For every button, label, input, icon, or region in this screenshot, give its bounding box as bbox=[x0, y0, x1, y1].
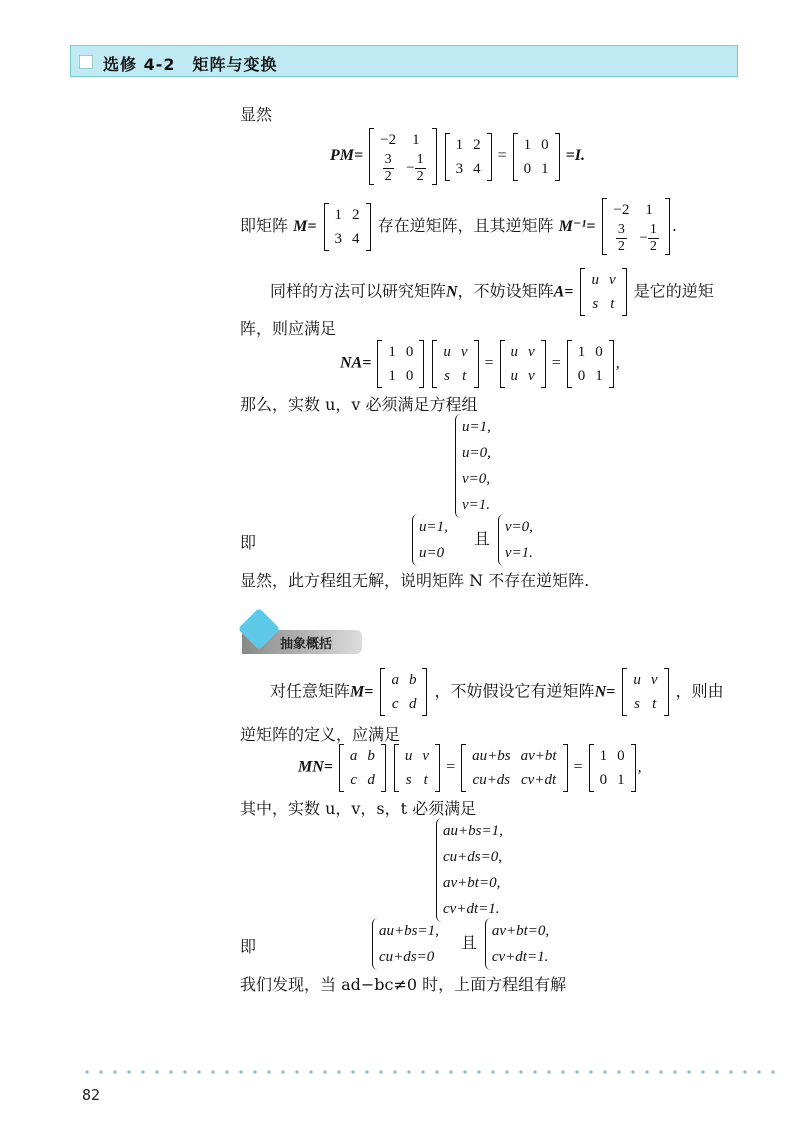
matrix-cell: 1 bbox=[617, 772, 625, 788]
text: M⁻¹= bbox=[558, 218, 596, 235]
matrix-cell: u bbox=[510, 368, 519, 384]
matrix-cell: t bbox=[652, 696, 657, 712]
header-square-icon bbox=[79, 55, 93, 69]
system bbox=[372, 918, 439, 970]
text: M= bbox=[293, 218, 317, 235]
matrix-cell: 1 bbox=[388, 344, 396, 360]
matrix-cell: u bbox=[591, 272, 599, 288]
text-ji: 即 bbox=[240, 533, 257, 552]
matrix-cell: s bbox=[592, 296, 599, 312]
system bbox=[455, 414, 491, 518]
matrix bbox=[445, 133, 492, 181]
matrix-cell: 1 bbox=[599, 748, 608, 764]
equation-lhs: MN= bbox=[298, 758, 333, 776]
text: ，不妨设矩阵 bbox=[457, 281, 554, 301]
system bbox=[436, 818, 503, 922]
matrix-cell: 1 bbox=[595, 368, 603, 384]
page-header bbox=[70, 45, 738, 77]
system-equation: cv+dt=1. bbox=[491, 949, 549, 965]
system-equation: cu+ds=0 bbox=[379, 949, 435, 965]
matrix-cell: s bbox=[405, 772, 412, 788]
matrix-cell: t bbox=[462, 368, 467, 384]
matrix-cell: 3 bbox=[455, 160, 464, 177]
text-line bbox=[270, 668, 724, 716]
matrix-cell: 3 bbox=[334, 230, 343, 247]
text-line: 阵，则应满足 bbox=[240, 319, 337, 338]
matrix-cell: 1 bbox=[523, 136, 532, 153]
matrix-cell: v bbox=[460, 344, 468, 360]
badge-label: 抽象概括 bbox=[280, 637, 333, 652]
matrix-cell: 0 bbox=[577, 368, 586, 384]
matrix-cell: 1 bbox=[541, 160, 549, 177]
matrix-cell: v bbox=[528, 368, 535, 384]
system bbox=[412, 514, 448, 566]
matrix-cell: 4 bbox=[473, 160, 481, 177]
matrix bbox=[622, 668, 668, 716]
matrix bbox=[369, 128, 436, 185]
matrix-cell: d bbox=[408, 696, 417, 712]
footer-dotted-rule bbox=[80, 1070, 780, 1074]
matrix-cell: 4 bbox=[352, 230, 360, 247]
system-equation: u=1, bbox=[462, 419, 491, 435]
text: ，则由 bbox=[675, 681, 724, 701]
matrix-cell: −2 bbox=[380, 132, 397, 148]
system-equation: u=0 bbox=[419, 545, 445, 561]
text-line-inverse: 即矩阵 M= 1 2 3 4 存在逆矩阵，且其逆矩阵 M⁻¹= −2 1 $\frac{3}{2}$ − $\frac{1}{2}$ . bbox=[240, 198, 677, 255]
matrix-cell: v bbox=[608, 272, 616, 288]
matrix-cell: d bbox=[367, 772, 375, 788]
equation-lhs: NA= bbox=[340, 354, 372, 372]
page-number: 82 bbox=[82, 1086, 101, 1104]
text-line: 显然 bbox=[240, 105, 273, 124]
matrix bbox=[589, 744, 636, 792]
equation-system bbox=[436, 818, 503, 922]
equation-system bbox=[455, 414, 491, 518]
system-equation: av+bt=0, bbox=[443, 875, 501, 891]
matrix-cell: s bbox=[444, 368, 451, 384]
equation-system bbox=[412, 514, 533, 566]
text: 即矩阵 bbox=[240, 216, 289, 235]
matrix-cell: 0 bbox=[595, 344, 603, 360]
system-equation: v=0, bbox=[504, 519, 533, 535]
text-ji: 即 bbox=[240, 937, 257, 956]
system-equation: u=1, bbox=[419, 519, 448, 535]
matrix-cell: 1 bbox=[645, 202, 653, 218]
matrix bbox=[580, 268, 626, 316]
matrix bbox=[500, 340, 546, 388]
matrix-cell: 1 bbox=[334, 206, 343, 223]
text-qie: 且 bbox=[460, 932, 477, 952]
matrix bbox=[602, 198, 669, 255]
text: ，不妨假设它有逆矩阵 bbox=[434, 681, 595, 701]
text: N= bbox=[594, 683, 616, 701]
matrix-cell: u bbox=[443, 344, 451, 360]
matrix bbox=[394, 744, 440, 792]
matrix-cell: 1 bbox=[412, 132, 420, 148]
matrix-cell: au+bs bbox=[472, 748, 511, 764]
matrix-cell: a bbox=[349, 748, 358, 764]
matrix bbox=[339, 744, 386, 792]
system-equation: v=0, bbox=[462, 471, 491, 487]
equation-rhs: =I. bbox=[565, 147, 585, 165]
matrix-cell: 0 bbox=[599, 772, 608, 788]
matrix-cell: s bbox=[634, 696, 640, 712]
matrix-cell: − $\frac{1}{2}$ bbox=[639, 222, 657, 254]
matrix-cell: cu+ds bbox=[472, 772, 511, 788]
text-qie: 且 bbox=[473, 528, 490, 548]
text-line: 逆矩阵的定义，应满足 bbox=[240, 725, 401, 744]
system-equation: au+bs=1, bbox=[443, 823, 503, 839]
system-equation: av+bt=0, bbox=[491, 923, 550, 939]
text-line: 我们发现，当 ad−bc≠0 时，上面方程组有解 bbox=[240, 975, 567, 994]
system-equation: cv+dt=1. bbox=[443, 901, 500, 917]
matrix-cell: b bbox=[367, 748, 375, 764]
equation-na: NA= 1 0 1 0 u v s t = u v u v = 1 0 0 1 , bbox=[340, 340, 620, 388]
section-badge bbox=[242, 612, 362, 658]
matrix-cell: u bbox=[510, 344, 519, 360]
matrix-cell: b bbox=[408, 672, 417, 688]
text: N bbox=[446, 283, 458, 301]
equation-system bbox=[372, 918, 549, 970]
matrix-cell: 1 bbox=[577, 344, 586, 360]
matrix-cell: 0 bbox=[541, 136, 549, 153]
matrix-cell: v bbox=[422, 748, 430, 764]
system-equation: cu+ds=0, bbox=[443, 849, 502, 865]
matrix-cell: av+bt bbox=[520, 748, 557, 764]
matrix bbox=[377, 340, 424, 388]
matrix-cell: 0 bbox=[405, 344, 414, 360]
matrix-cell: t bbox=[610, 296, 615, 312]
system-equation: v=1. bbox=[504, 545, 533, 561]
system-equation: au+bs=1, bbox=[379, 923, 439, 939]
text-line: 其中，实数 u，v，s，t 必须满足 bbox=[240, 799, 477, 818]
system bbox=[485, 918, 549, 970]
matrix-cell: t bbox=[423, 772, 428, 788]
matrix bbox=[380, 668, 427, 716]
matrix-cell: 0 bbox=[405, 368, 414, 384]
equation-lhs: PM= bbox=[330, 147, 364, 165]
matrix-cell: cv+dt bbox=[521, 772, 557, 788]
text: 对任意矩阵 bbox=[270, 681, 351, 701]
header-title: 选修 4-2 矩阵与变换 bbox=[103, 55, 278, 74]
matrix-cell: 0 bbox=[523, 160, 532, 177]
text-line bbox=[270, 268, 714, 316]
matrix-cell: v bbox=[650, 672, 658, 688]
text: M= bbox=[350, 683, 374, 701]
matrix-cell: 1 bbox=[455, 136, 464, 153]
matrix bbox=[432, 340, 478, 388]
matrix-cell: 0 bbox=[617, 748, 625, 764]
matrix-cell: 1 bbox=[388, 368, 396, 384]
text-line: 那么，实数 u，v 必须满足方程组 bbox=[240, 395, 478, 414]
equation-pm: PM= −2 1 $\frac{3}{2}$ − $\frac{1}{2}$ 1 2 3 4 = 1 0 0 1 =I. bbox=[330, 128, 585, 185]
matrix-cell: u bbox=[404, 748, 413, 764]
system-equation: u=0, bbox=[462, 445, 491, 461]
matrix-cell: − $\frac{1}{2}$ bbox=[406, 152, 424, 184]
equation-mn: MN= a b c d u v s t = au+bs av+bt cu+ds cv+dt = 1 0 0 1 , bbox=[298, 744, 642, 792]
matrix bbox=[324, 203, 371, 251]
text-line: 显然，此方程组无解，说明矩阵 N 不存在逆矩阵. bbox=[240, 571, 590, 590]
matrix-cell: c bbox=[391, 696, 399, 712]
matrix-cell: $\frac{3}{2}$ bbox=[617, 222, 625, 254]
matrix-cell: $\frac{3}{2}$ bbox=[384, 152, 392, 184]
matrix-cell: u bbox=[633, 672, 641, 688]
matrix-cell: 2 bbox=[352, 206, 360, 223]
matrix bbox=[513, 133, 560, 181]
text: 是它的逆矩 bbox=[633, 281, 714, 301]
matrix-cell: a bbox=[391, 672, 399, 688]
matrix-cell: −2 bbox=[613, 202, 630, 218]
text: 同样的方法可以研究矩阵 bbox=[270, 281, 447, 301]
matrix bbox=[567, 340, 614, 388]
matrix-cell: c bbox=[350, 772, 357, 788]
matrix-cell: 2 bbox=[473, 136, 481, 153]
matrix-cell: v bbox=[528, 344, 535, 360]
text: A= bbox=[553, 283, 574, 301]
system bbox=[498, 514, 533, 566]
text: 存在逆矩阵，且其逆矩阵 bbox=[377, 216, 554, 235]
matrix bbox=[461, 744, 567, 792]
system-equation: v=1. bbox=[462, 497, 491, 513]
